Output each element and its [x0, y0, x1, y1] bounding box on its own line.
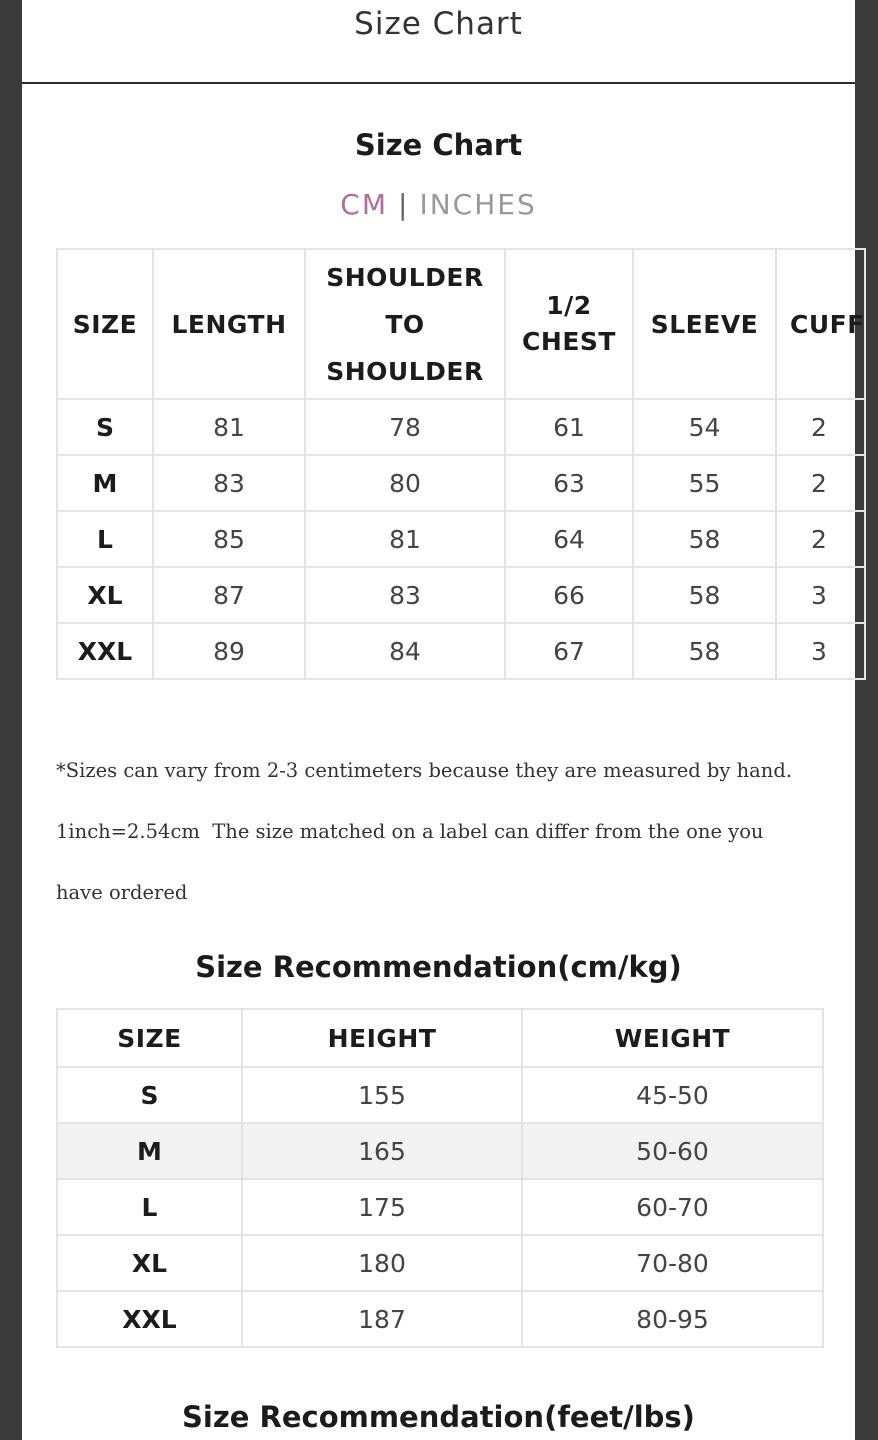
cell-size: L: [57, 511, 153, 567]
cell-shoulder: 83: [305, 567, 505, 623]
size-notes: [56, 740, 836, 923]
unit-inches-tab[interactable]: INCHES: [419, 188, 537, 221]
size-table-header-row: [57, 249, 865, 399]
cell-cuff: 2: [776, 511, 865, 567]
rec-cell-size: XXL: [57, 1291, 242, 1347]
table-row: [57, 1235, 823, 1291]
note-line-2: 1inch=2.54cm The size matched on a label can differ from the one you: [56, 820, 764, 843]
modal-header: [22, 0, 855, 84]
cell-sleeve: 54: [633, 399, 776, 455]
cell-sleeve: 58: [633, 511, 776, 567]
modal-title: Size Chart: [354, 6, 523, 42]
unit-separator: |: [398, 188, 410, 221]
recommendation-cm-container: [56, 1008, 822, 1348]
recommendation-cm-heading: Size Recommendation(cm/kg): [195, 950, 682, 984]
recommendation-cm-table: [56, 1008, 824, 1348]
unit-cm-tab[interactable]: CM: [340, 188, 388, 221]
header-cuff: CUFF: [776, 249, 865, 399]
table-row: [57, 623, 865, 679]
cell-cuff: 2: [776, 455, 865, 511]
cell-sleeve: 58: [633, 623, 776, 679]
table-row: [57, 1291, 823, 1347]
rec-cell-size: XL: [57, 1235, 242, 1291]
rec-cell-weight: 50-60: [522, 1123, 823, 1179]
size-table: [56, 248, 866, 680]
table-row: [57, 567, 865, 623]
rec-cell-weight: 80-95: [522, 1291, 823, 1347]
note-line-1: *Sizes can vary from 2-3 centimeters because they are measured by hand.: [56, 759, 793, 782]
rec-cell-height: 155: [242, 1067, 522, 1123]
header-half-chest: 1/2 CHEST: [505, 249, 633, 399]
cell-shoulder: 80: [305, 455, 505, 511]
cell-chest: 66: [505, 567, 633, 623]
recommendation-ft-heading: Size Recommendation(feet/lbs): [182, 1400, 695, 1434]
rec-cell-height: 180: [242, 1235, 522, 1291]
rec-cell-height: 165: [242, 1123, 522, 1179]
cell-size: XL: [57, 567, 153, 623]
cell-chest: 61: [505, 399, 633, 455]
table-row: [57, 455, 865, 511]
table-row: [57, 1123, 823, 1179]
cell-shoulder: 84: [305, 623, 505, 679]
size-chart-modal: [22, 0, 865, 1440]
rec-cell-size: M: [57, 1123, 242, 1179]
rec-cell-height: 187: [242, 1291, 522, 1347]
rec-header-height: HEIGHT: [242, 1009, 522, 1067]
rec-cell-size: S: [57, 1067, 242, 1123]
table-row: [57, 399, 865, 455]
cell-cuff: 2: [776, 399, 865, 455]
cell-length: 83: [153, 455, 305, 511]
header-size: SIZE: [57, 249, 153, 399]
cell-cuff: 3: [776, 567, 865, 623]
cell-shoulder: 81: [305, 511, 505, 567]
cell-shoulder: 78: [305, 399, 505, 455]
cell-chest: 67: [505, 623, 633, 679]
cell-size: M: [57, 455, 153, 511]
unit-toggle: [22, 188, 855, 221]
cell-chest: 63: [505, 455, 633, 511]
cell-sleeve: 58: [633, 567, 776, 623]
cell-length: 87: [153, 567, 305, 623]
rec-cell-size: L: [57, 1179, 242, 1235]
size-chart-heading: Size Chart: [354, 128, 523, 162]
cell-length: 81: [153, 399, 305, 455]
rec-header-weight: WEIGHT: [522, 1009, 823, 1067]
note-line-3: have ordered: [56, 881, 188, 904]
cell-length: 89: [153, 623, 305, 679]
cell-size: S: [57, 399, 153, 455]
size-table-scroll[interactable]: [56, 248, 865, 690]
table-row: [57, 1067, 823, 1123]
rec-cell-weight: 60-70: [522, 1179, 823, 1235]
cell-length: 85: [153, 511, 305, 567]
table-row: [57, 511, 865, 567]
cell-sleeve: 55: [633, 455, 776, 511]
rec-header-size: SIZE: [57, 1009, 242, 1067]
header-shoulder-to-shoulder: SHOULDER TO SHOULDER: [305, 249, 505, 399]
cell-cuff: 3: [776, 623, 865, 679]
table-row: [57, 1179, 823, 1235]
cell-size: XXL: [57, 623, 153, 679]
rec-header-row: [57, 1009, 823, 1067]
rec-cell-weight: 70-80: [522, 1235, 823, 1291]
rec-cell-height: 175: [242, 1179, 522, 1235]
rec-cell-weight: 45-50: [522, 1067, 823, 1123]
cell-chest: 64: [505, 511, 633, 567]
header-length: LENGTH: [153, 249, 305, 399]
header-sleeve: SLEEVE: [633, 249, 776, 399]
